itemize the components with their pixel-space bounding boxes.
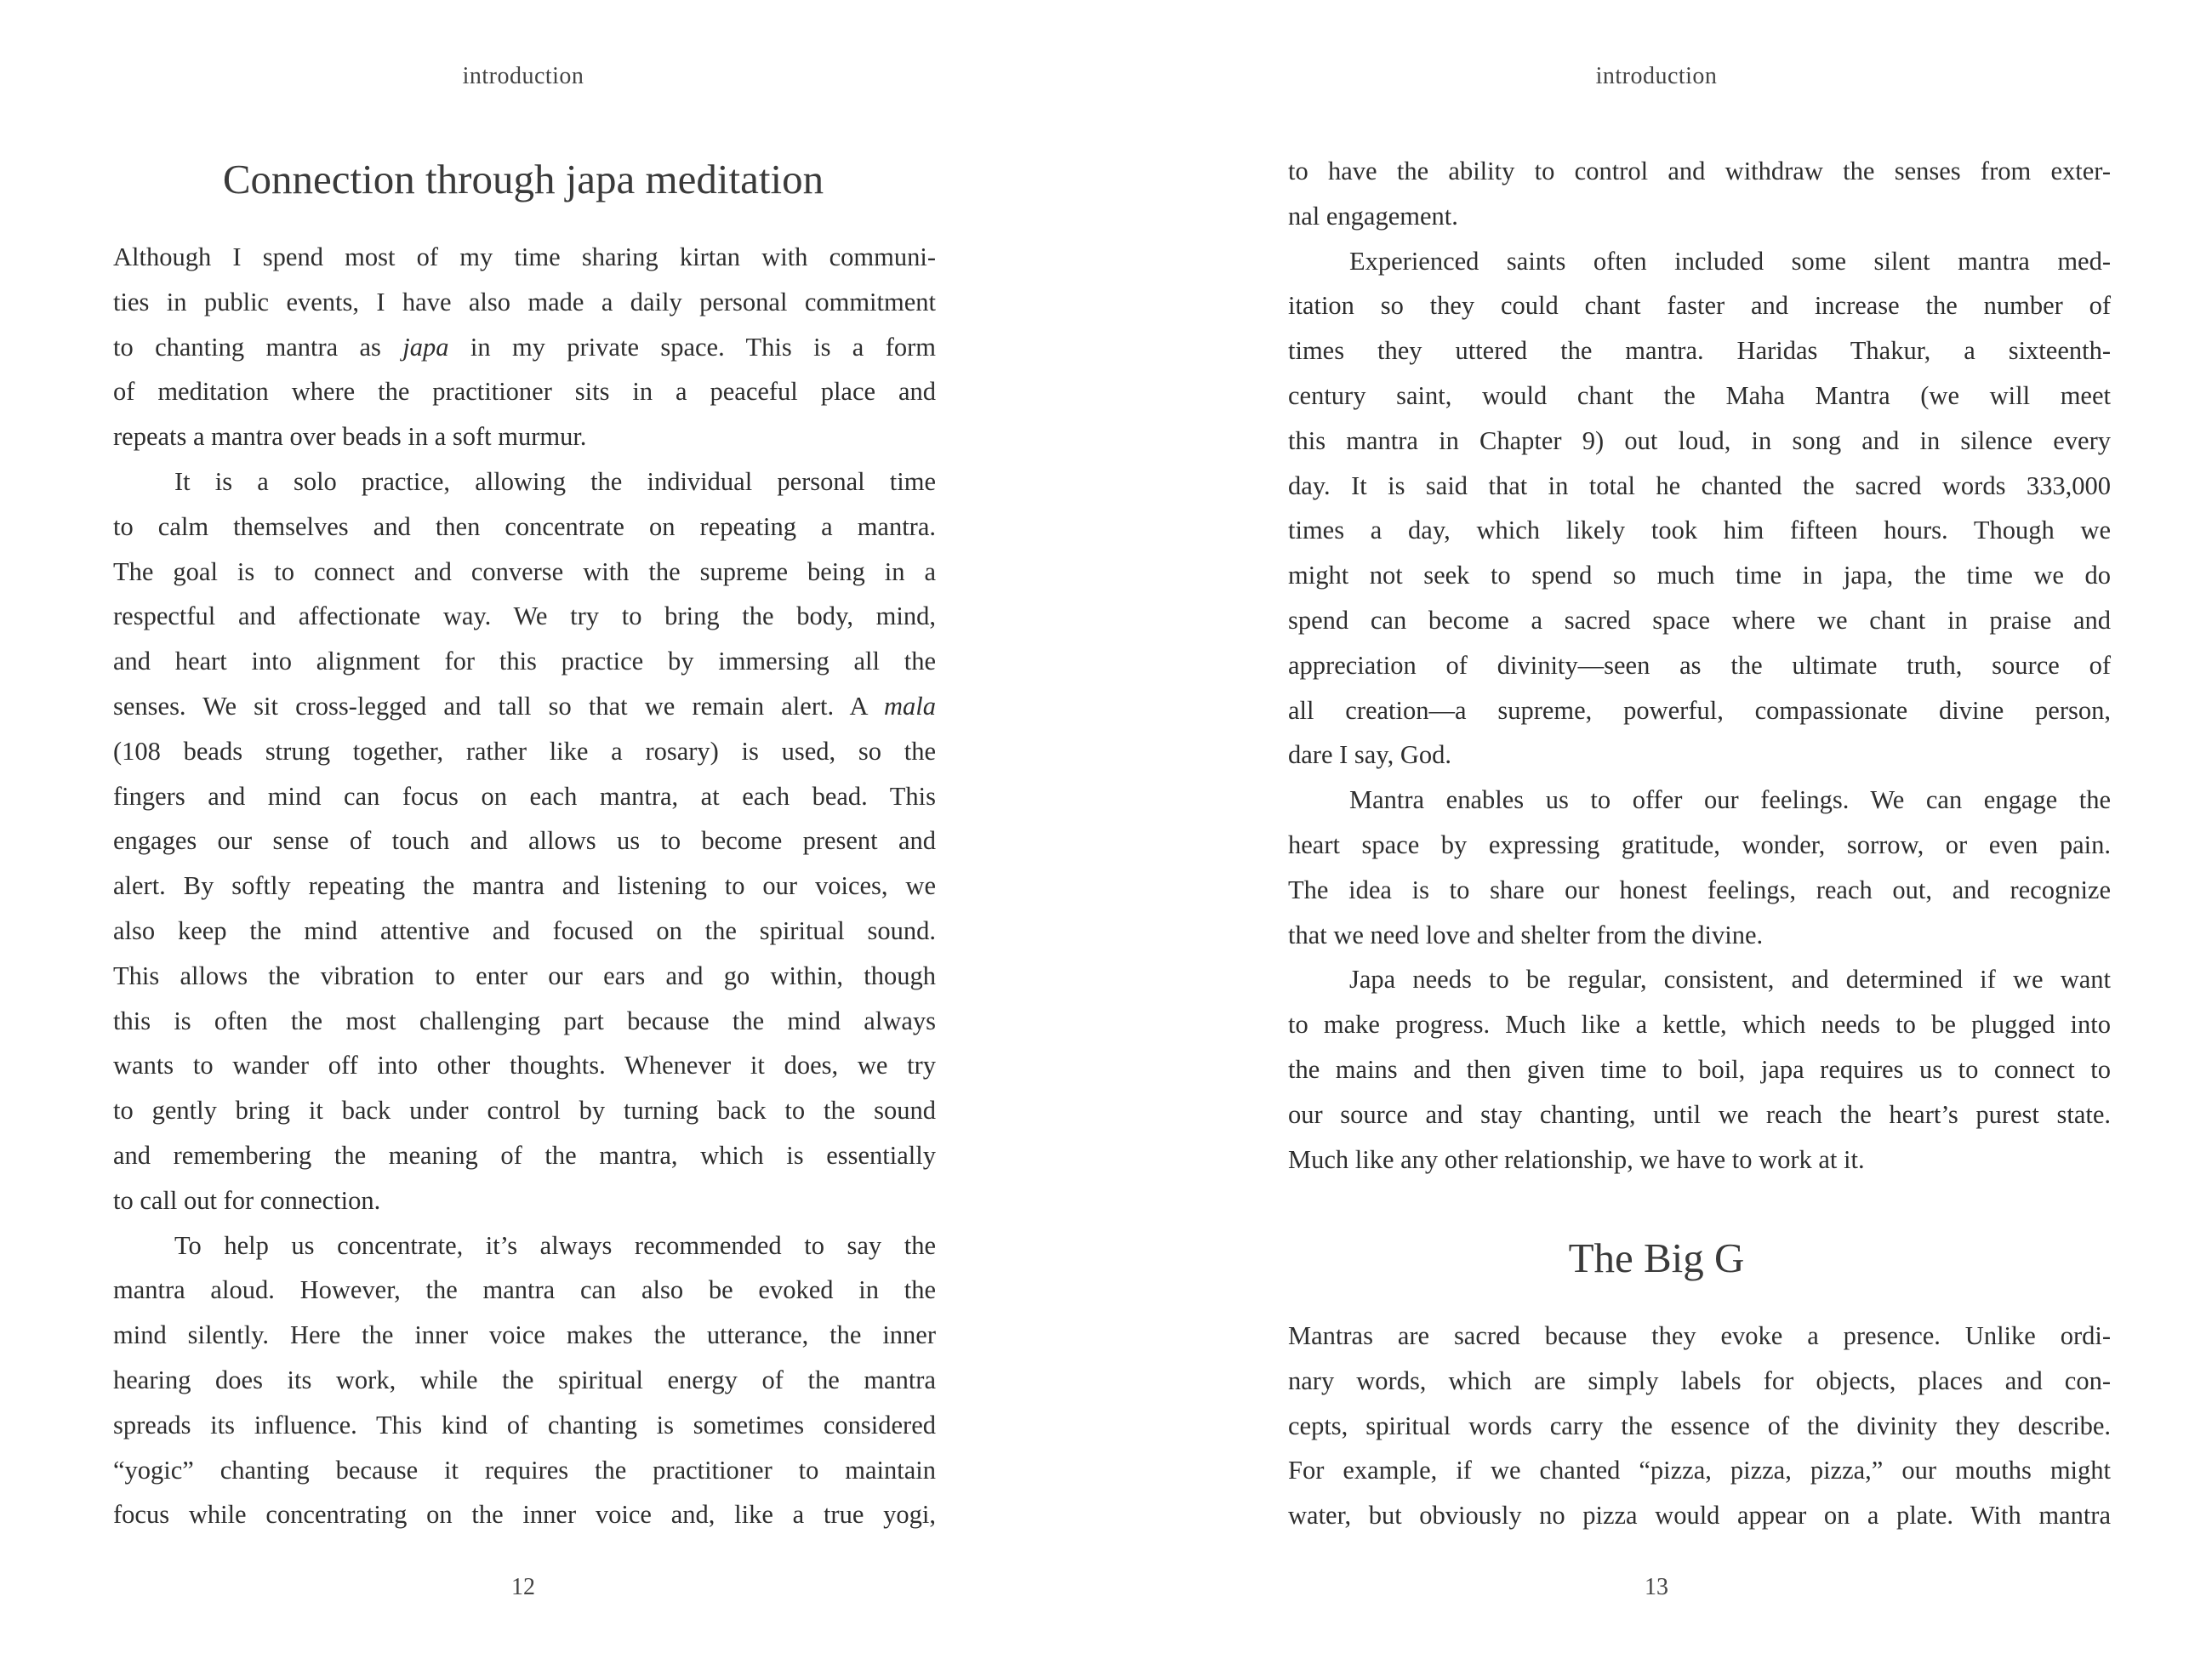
italic-term: japa xyxy=(402,332,449,362)
text-line xyxy=(113,505,936,550)
text-segment: century saint, would chant the Maha Mantra (we will meet xyxy=(1288,380,2111,410)
text-segment: all creation—a supreme, powerful, compassionate divine person, xyxy=(1288,695,2111,725)
text-segment: times a day, which likely took him fifteen hours. Though we xyxy=(1288,516,2111,545)
text-segment: heart space by expressing gratitude, wonder, sorrow, or even pain. xyxy=(1288,830,2111,859)
text-line xyxy=(1288,957,2111,1002)
text-line xyxy=(113,864,936,909)
paragraph xyxy=(1288,778,2111,957)
text-segment: to have the ability to control and withdraw the senses from exter- xyxy=(1288,157,2111,185)
body-text xyxy=(113,235,936,1537)
text-line xyxy=(1288,1448,2111,1493)
paragraph xyxy=(1288,149,2111,239)
section-heading: Connection through japa meditation xyxy=(222,156,824,202)
text-line xyxy=(113,414,936,459)
text-segment: day. It is said that in total he chanted the sacred words 333,000 xyxy=(1288,470,2111,500)
text-line xyxy=(113,1133,936,1178)
text-segment: “yogic” chanting because it requires the practitioner to maintain xyxy=(113,1455,936,1485)
text-segment: alert. By softly repeating the mantra and listening to our voices, we xyxy=(113,871,936,901)
text-segment: mantra aloud. However, the mantra can also be evoked in the xyxy=(113,1275,936,1305)
text-segment: this is often the most challenging part because the mind always xyxy=(113,1006,936,1035)
text-line xyxy=(113,280,936,325)
text-line xyxy=(113,1178,936,1223)
text-segment: Mantras are sacred because they evoke a presence. Unlike ordi- xyxy=(1288,1321,2111,1350)
paragraph xyxy=(1288,239,2111,778)
text-line xyxy=(1288,913,2111,958)
paragraph xyxy=(1288,957,2111,1182)
text-line xyxy=(113,1403,936,1448)
text-segment: in my private space. This is a form xyxy=(448,332,936,362)
section-heading: The Big G xyxy=(1568,1234,1745,1281)
text-segment: Much like any other relationship, we have to work at it. xyxy=(1288,1144,1865,1174)
text-line xyxy=(1288,1137,2111,1183)
text-line xyxy=(1288,464,2111,509)
text-segment: wants to wander off into other thoughts. Whenever it does, we try xyxy=(113,1051,936,1080)
text-line xyxy=(1288,373,2111,419)
text-line xyxy=(1288,1314,2111,1359)
text-line xyxy=(113,1043,936,1088)
text-segment: Japa needs to be regular, consistent, and determined if we want xyxy=(1349,965,2111,995)
text-segment: water, but obviously no pizza would appear on a plate. With mantra xyxy=(1288,1501,2111,1531)
text-segment: engages our sense of touch and allows us to become present and xyxy=(113,826,936,856)
right-page xyxy=(1106,0,2212,1659)
text-segment: spreads its influence. This kind of chanting is sometimes considered xyxy=(113,1410,936,1440)
running-head: introduction xyxy=(462,63,584,89)
text-segment: to make progress. Much like a kettle, which needs to be plugged into xyxy=(1288,1010,2111,1040)
text-segment: The idea is to share our honest feelings, reach out, and recognize xyxy=(1288,875,2111,904)
text-segment: respectful and affectionate way. We try to bring the body, mind, xyxy=(113,601,936,631)
text-segment: nal engagement. xyxy=(1288,201,1458,231)
text-segment: senses. We sit cross-legged and tall so that we remain alert. A xyxy=(113,691,884,721)
text-line xyxy=(113,1088,936,1133)
text-line xyxy=(113,639,936,684)
text-segment: and remembering the meaning of the mantra, which is essentially xyxy=(113,1140,936,1170)
text-line xyxy=(1288,778,2111,823)
page-number: 12 xyxy=(511,1574,535,1600)
text-segment: hearing does its work, while the spiritual energy of the mantra xyxy=(113,1365,936,1394)
text-segment: this mantra in Chapter 9) out loud, in song and in silence every xyxy=(1288,425,2111,455)
text-line xyxy=(1288,149,2111,194)
text-segment: The goal is to connect and converse with the supreme being in a xyxy=(113,556,936,586)
text-line xyxy=(1288,868,2111,913)
text-line xyxy=(113,818,936,864)
text-line xyxy=(113,1448,936,1493)
running-head: introduction xyxy=(1595,63,1718,89)
text-segment: of meditation where the practitioner sits in a peaceful place and xyxy=(113,377,936,407)
text-segment: itation so they could chant faster and increase the number of xyxy=(1288,291,2111,321)
text-line xyxy=(1288,283,2111,328)
text-segment: times they uttered the mantra. Haridas Thakur, a sixteenth- xyxy=(1288,336,2111,366)
text-segment: that we need love and shelter from the divine. xyxy=(1288,920,1764,949)
text-line xyxy=(113,594,936,639)
text-segment: To help us concentrate, it’s always recommended to say the xyxy=(174,1230,936,1260)
paragraph xyxy=(113,235,936,459)
text-line xyxy=(1288,239,2111,284)
paragraph xyxy=(113,459,936,1223)
section-body-text xyxy=(1288,1314,2111,1538)
text-segment: to gently bring it back under control by turning back to the sound xyxy=(113,1096,936,1126)
text-line xyxy=(113,684,936,729)
text-segment: to calm themselves and then concentrate on repeating a mantra. xyxy=(113,511,936,541)
text-segment: to call out for connection. xyxy=(113,1185,381,1215)
text-segment: Experienced saints often included some silent mantra med- xyxy=(1349,246,2111,276)
text-line xyxy=(113,909,936,954)
text-segment: Mantra enables us to offer our feelings. We can engage the xyxy=(1349,785,2111,815)
text-line xyxy=(1288,598,2111,643)
text-line xyxy=(113,954,936,999)
text-line xyxy=(1288,1404,2111,1449)
text-line xyxy=(1288,1493,2111,1538)
body-text xyxy=(1288,149,2111,1182)
text-line xyxy=(113,729,936,774)
text-line xyxy=(113,1223,936,1268)
text-line xyxy=(1288,508,2111,553)
text-line xyxy=(1288,688,2111,733)
text-line xyxy=(1288,823,2111,868)
text-segment: our source and stay chanting, until we reach the heart’s purest state. xyxy=(1288,1099,2111,1129)
text-segment: fingers and mind can focus on each mantra, at each bead. This xyxy=(113,781,936,811)
text-segment: focus while concentrating on the inner voice and, like a true yogi, xyxy=(113,1500,936,1530)
text-line xyxy=(113,325,936,370)
text-segment: Although I spend most of my time sharing kirtan with communi- xyxy=(113,242,936,271)
text-segment: (108 beads strung together, rather like a rosary) is used, so the xyxy=(113,736,936,766)
text-segment: This allows the vibration to enter our ears and go within, though xyxy=(113,961,936,990)
text-line xyxy=(1288,733,2111,778)
text-line xyxy=(113,774,936,819)
paragraph xyxy=(1288,1314,2111,1538)
text-segment: mind silently. Here the inner voice makes the utterance, the inner xyxy=(113,1320,936,1350)
text-line xyxy=(113,1492,936,1537)
text-segment: dare I say, God. xyxy=(1288,740,1451,770)
text-line xyxy=(113,369,936,414)
text-line xyxy=(113,459,936,505)
text-line xyxy=(1288,1047,2111,1092)
text-line xyxy=(1288,1359,2111,1404)
text-line xyxy=(1288,643,2111,688)
text-segment: also keep the mind attentive and focused on the spiritual sound. xyxy=(113,915,936,945)
text-segment: For example, if we chanted “pizza, pizza, pizza,” our mouths might xyxy=(1288,1456,2111,1485)
text-segment: repeats a mantra over beads in a soft murmur. xyxy=(113,422,587,452)
text-line xyxy=(1288,1092,2111,1137)
text-line xyxy=(1288,328,2111,373)
text-segment: cepts, spiritual words carry the essence of the divinity they describe. xyxy=(1288,1411,2111,1440)
text-segment: appreciation of divinity—seen as the ultimate truth, source of xyxy=(1288,650,2111,680)
text-line xyxy=(1288,553,2111,598)
italic-term: mala xyxy=(884,691,936,721)
text-segment: spend can become a sacred space where we chant in praise and xyxy=(1288,605,2111,635)
text-segment: might not seek to spend so much time in japa, the time we do xyxy=(1288,561,2111,590)
page-number: 13 xyxy=(1645,1574,1668,1600)
text-line xyxy=(1288,1002,2111,1047)
text-segment: It is a solo practice, allowing the individual personal time xyxy=(174,466,936,496)
text-line xyxy=(1288,194,2111,239)
text-segment: the mains and then given time to boil, japa requires us to connect to xyxy=(1288,1054,2111,1084)
text-segment: ties in public events, I have also made a daily personal commitment xyxy=(113,287,936,316)
text-line xyxy=(1288,419,2111,464)
text-segment: and heart into alignment for this practice by immersing all the xyxy=(113,647,936,676)
text-line xyxy=(113,550,936,595)
text-line xyxy=(113,1313,936,1358)
text-segment: to chanting mantra as xyxy=(113,332,403,362)
text-line xyxy=(113,1268,936,1313)
text-line xyxy=(113,235,936,280)
text-segment: nary words, which are simply labels for objects, places and con- xyxy=(1288,1365,2111,1395)
text-line xyxy=(113,999,936,1044)
paragraph xyxy=(113,1223,936,1538)
text-line xyxy=(113,1358,936,1403)
